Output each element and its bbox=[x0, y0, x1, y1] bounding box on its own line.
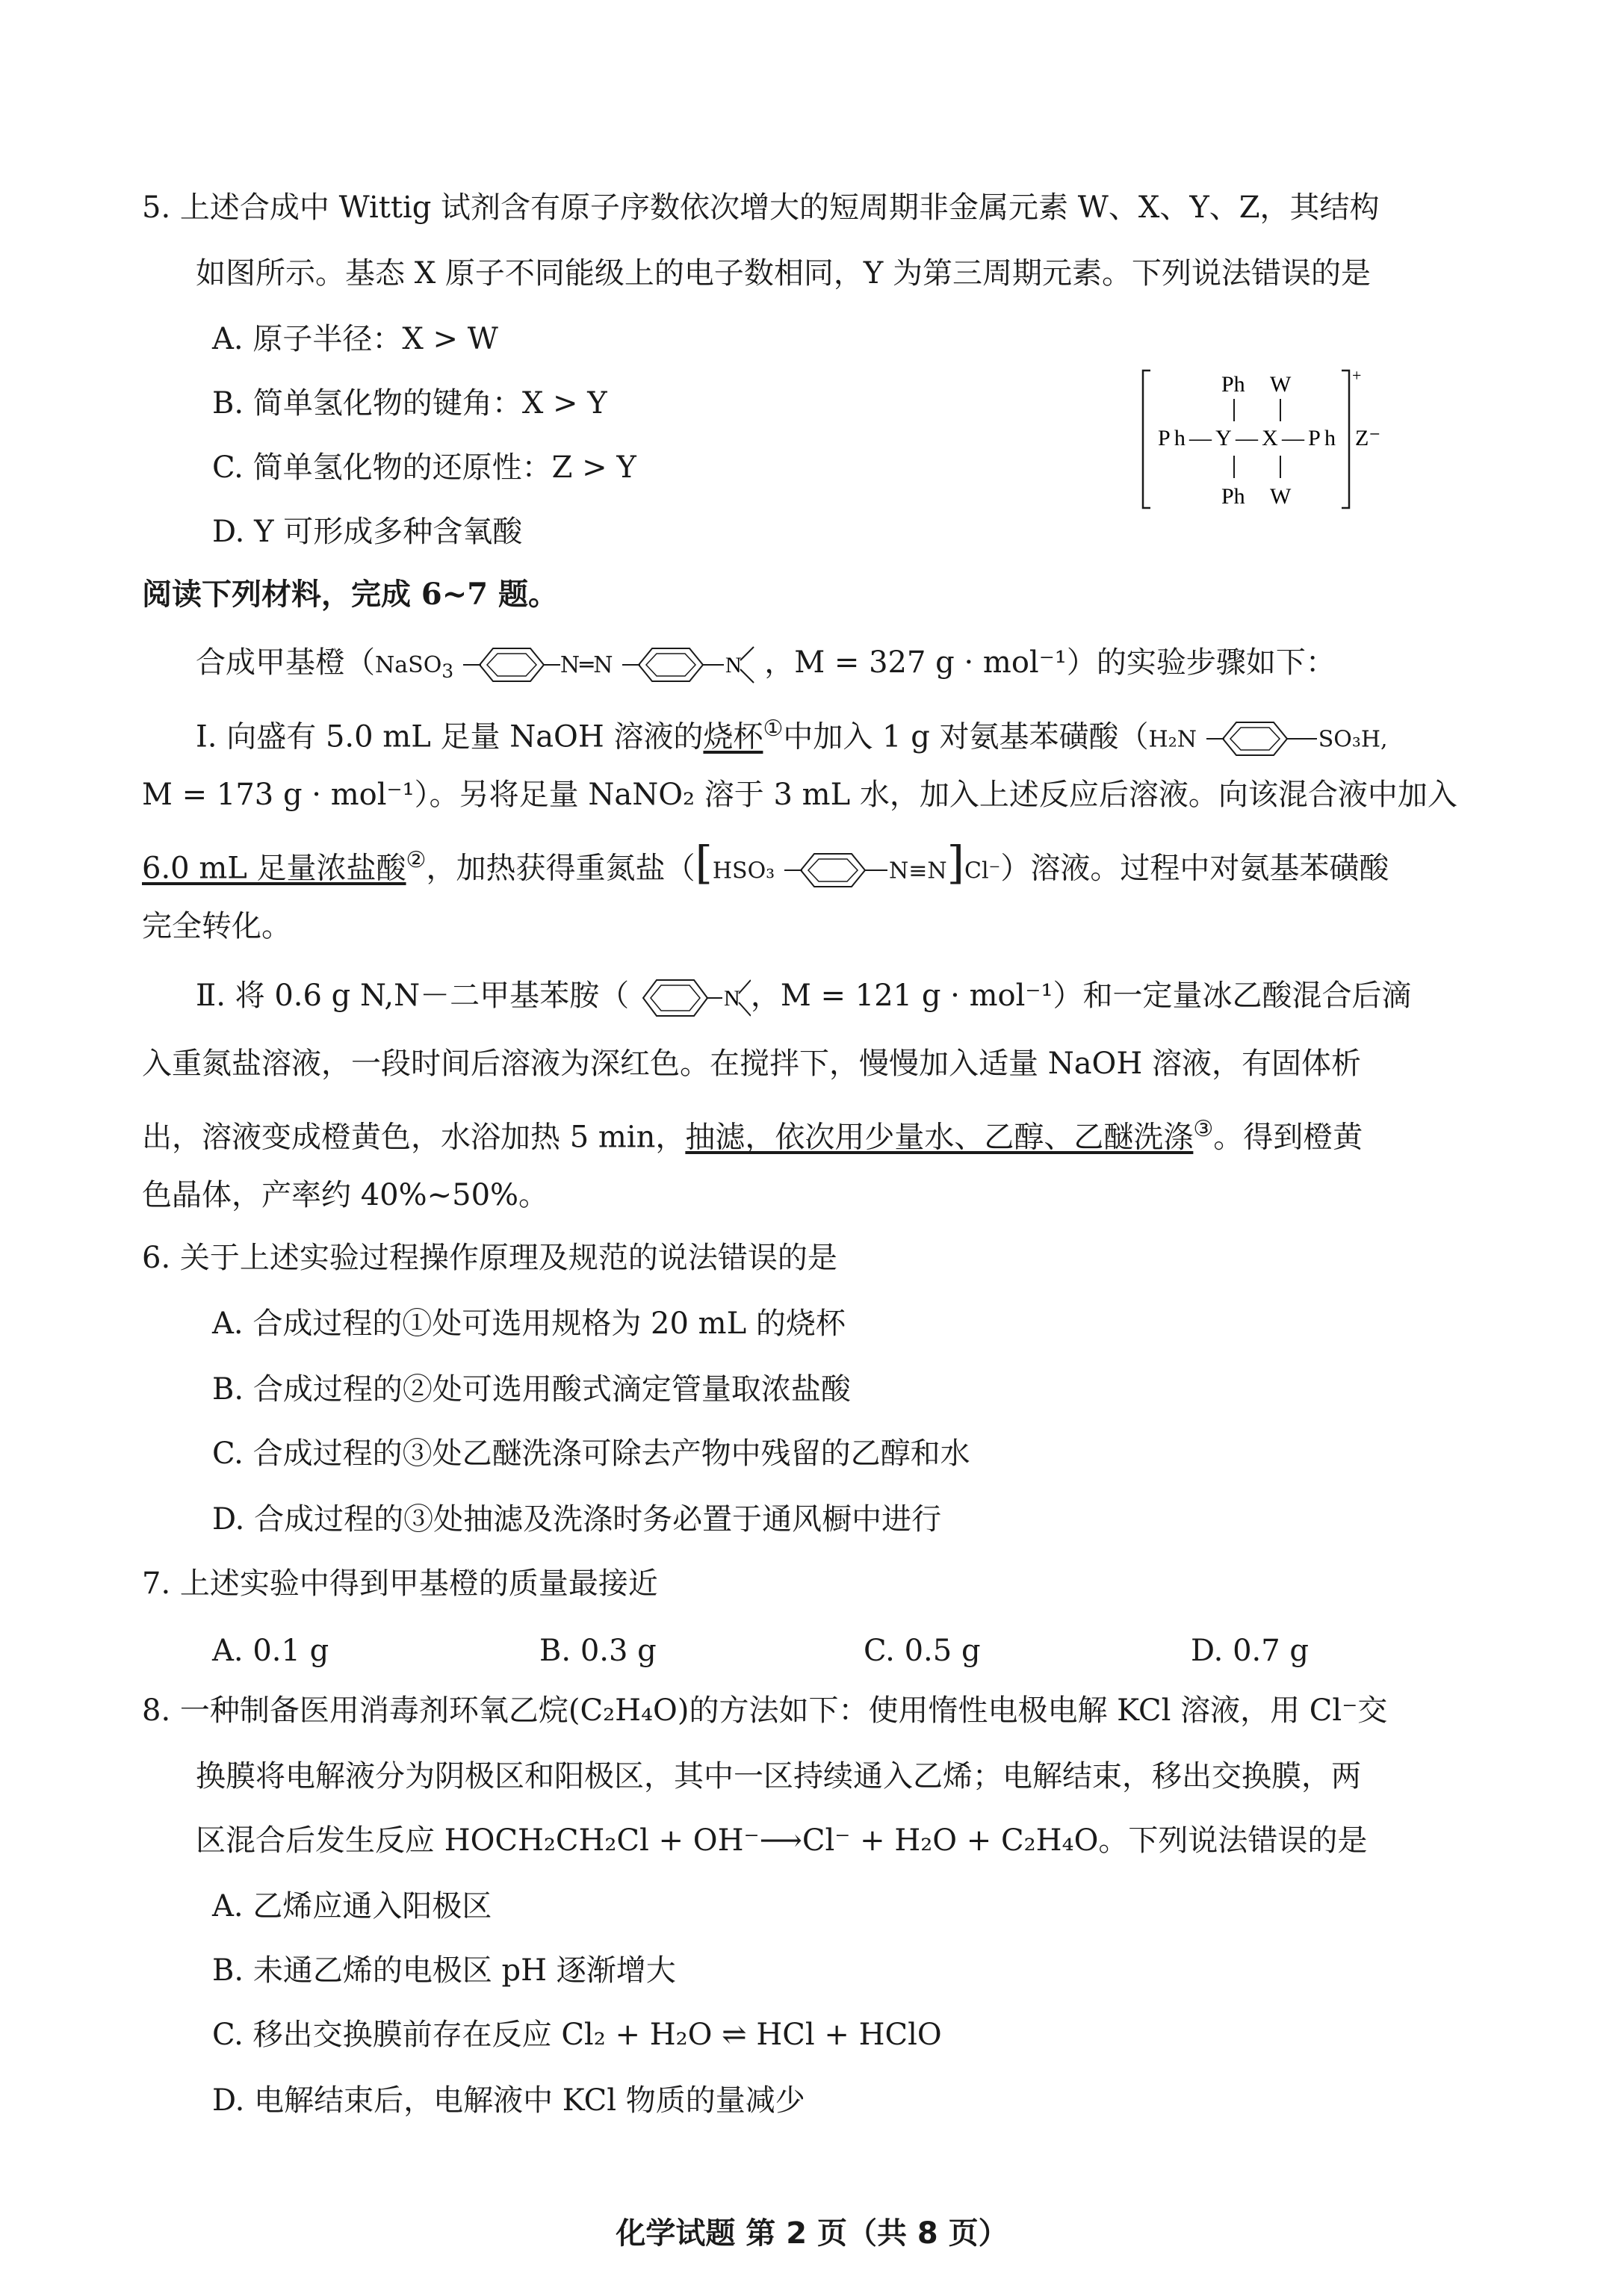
q5-option-d: D. Y 可形成多种含氧酸 bbox=[212, 515, 523, 549]
q6-option-a: A. 合成过程的①处可选用规格为 20 mL 的烧杯 bbox=[212, 1306, 846, 1341]
beaker-underlined: 烧杯 bbox=[703, 719, 763, 754]
step-2-line-2: 入重氮盐溶液，一段时间后溶液为深红色。在搅拌下，慢慢加入适量 NaOH 溶液，有固体析 bbox=[142, 1047, 1361, 1081]
q5-option-c: C. 简单氢化物的还原性：Z > Y bbox=[212, 450, 636, 485]
step-2-line-3: 出，溶液变成橙黄色，水浴加热 5 min，抽滤，依次用少量水、乙醇、乙醚洗涤③。得到橙黄 bbox=[142, 1116, 1363, 1155]
structure-w-bottom: W bbox=[1270, 484, 1292, 509]
chloride-label: Cl⁻ bbox=[964, 858, 1001, 884]
structure-anion: Z⁻ bbox=[1355, 426, 1381, 450]
benzene-ring-icon bbox=[622, 644, 764, 686]
q7-option-a: A. 0.1 g bbox=[212, 1634, 329, 1668]
benzene-ring-icon bbox=[463, 644, 560, 686]
acid-underlined: 6.0 mL 足量浓盐酸 bbox=[142, 851, 406, 886]
q8-option-b: B. 未通乙烯的电极区 pH 逐渐增大 bbox=[212, 1953, 676, 1988]
hso3-label: HSO₃ bbox=[712, 858, 775, 884]
q5-option-b: B. 简单氢化物的键角：X > Y bbox=[212, 386, 607, 421]
q5-stem-line-2: 如图所示。基态 X 原子不同能级上的电子数相同，Y 为第三周期元素。下列说法错误的是 bbox=[196, 256, 1372, 291]
so3h-label: SO₃H, bbox=[1318, 726, 1388, 753]
intro-suffix: ，M = 327 g · mol⁻¹）的实验步骤如下： bbox=[764, 645, 1336, 680]
svg-text:N: N bbox=[723, 986, 740, 1011]
q8-stem-line-1: 8. 一种制备医用消毒剂环氧乙烷(C₂H₄O)的方法如下：使用惰性电极电解 KCl 溶液，用 Cl⁻交 bbox=[142, 1693, 1388, 1728]
intro-prefix: 合成甲基橙（ bbox=[196, 645, 375, 680]
step-2-line-4: 色晶体，产率约 40%~50%。 bbox=[142, 1178, 549, 1212]
q7-stem: 7. 上述实验中得到甲基橙的质量最接近 bbox=[142, 1566, 658, 1601]
page-footer: 化学试题 第 2 页（共 8 页） bbox=[616, 2216, 1008, 2251]
svg-text:N: N bbox=[725, 653, 742, 678]
structure-middle-chain: Ph—Y—X—Ph bbox=[1158, 426, 1336, 450]
q5-stem-line-1: 5. 上述合成中 Wittig 试剂含有原子序数依次增大的短周期非金属元素 W、X、Y、Z，其结构 bbox=[142, 190, 1380, 225]
q7-option-b: B. 0.3 g bbox=[539, 1634, 657, 1668]
q7-option-c: C. 0.5 g bbox=[864, 1634, 981, 1668]
step-1-line-2: M = 173 g · mol⁻¹）。另将足量 NaNO₂ 溶于 3 mL 水，加入上述反应后溶液。向该混合液中加入 bbox=[142, 778, 1457, 812]
benzene-ring-icon bbox=[784, 849, 889, 891]
wittig-structure-figure bbox=[1141, 365, 1388, 514]
q7-option-d: D. 0.7 g bbox=[1191, 1634, 1310, 1668]
structure-ph-bottom: Ph bbox=[1221, 484, 1245, 509]
q6-option-c: C. 合成过程的③处乙醚洗涤可除去产物中残留的乙醇和水 bbox=[212, 1436, 970, 1471]
nasO3-label: NaSO$_3$ bbox=[375, 652, 454, 682]
structure-ph-top: Ph bbox=[1221, 372, 1245, 397]
benzene-ring-icon bbox=[1206, 718, 1318, 760]
q6-option-b: B. 合成过程的②处可选用酸式滴定管量取浓盐酸 bbox=[212, 1372, 851, 1407]
step-1-line-4: 完全转化。 bbox=[142, 909, 291, 943]
q8-stem-line-2: 换膜将电解液分为阴极区和阳极区，其中一区持续通入乙烯；电解结束，移出交换膜，两 bbox=[196, 1759, 1361, 1794]
azo-label: N═N bbox=[560, 652, 613, 678]
structure-charge: + bbox=[1352, 366, 1362, 385]
step-2-line-1: Ⅱ. 将 0.6 g N,N－二甲基苯胺（ N ，M = 121 g · mol⁻¹）和一定量冰乙酸混合后滴 bbox=[196, 976, 1412, 1020]
filtration-underlined: 抽滤，依次用少量水、乙醇、乙醚洗涤 bbox=[685, 1120, 1194, 1155]
q6-stem: 6. 关于上述实验过程操作原理及规范的说法错误的是 bbox=[142, 1241, 837, 1275]
h2n-label: H₂N bbox=[1148, 726, 1197, 753]
q5-option-a: A. 原子半径：X > W bbox=[212, 322, 498, 356]
reading-heading: 阅读下列材料，完成 6~7 题。 bbox=[142, 577, 559, 612]
step-1-line-3: 6.0 mL 足量浓盐酸②，加热获得重氮盐（[HSO₃ N≡N]Cl⁻）溶液。过程中对氨基苯磺酸 bbox=[142, 843, 1389, 891]
structure-w-top: W bbox=[1270, 372, 1292, 397]
benzene-ring-icon bbox=[639, 976, 751, 1020]
diazonium-label: N≡N bbox=[888, 858, 947, 884]
step-1-line-1: Ⅰ. 向盛有 5.0 mL 足量 NaOH 溶液的烧杯①中加入 1 g 对氨基苯磺酸（H₂N SO₃H, bbox=[196, 711, 1388, 760]
q8-stem-line-3: 区混合后发生反应 HOCH₂CH₂Cl + OH⁻⟶Cl⁻ + H₂O + C₂H₄O。下列说法错误的是 bbox=[196, 1823, 1368, 1858]
reading-intro bbox=[196, 644, 1336, 689]
q8-option-d: D. 电解结束后，电解液中 KCl 物质的量减少 bbox=[212, 2083, 805, 2118]
q6-option-d: D. 合成过程的③处抽滤及洗涤时务必置于通风橱中进行 bbox=[212, 1502, 942, 1537]
q8-option-a: A. 乙烯应通入阳极区 bbox=[212, 1889, 492, 1923]
q8-option-c: C. 移出交换膜前存在反应 Cl₂ + H₂O ⇌ HCl + HClO bbox=[212, 2018, 942, 2052]
